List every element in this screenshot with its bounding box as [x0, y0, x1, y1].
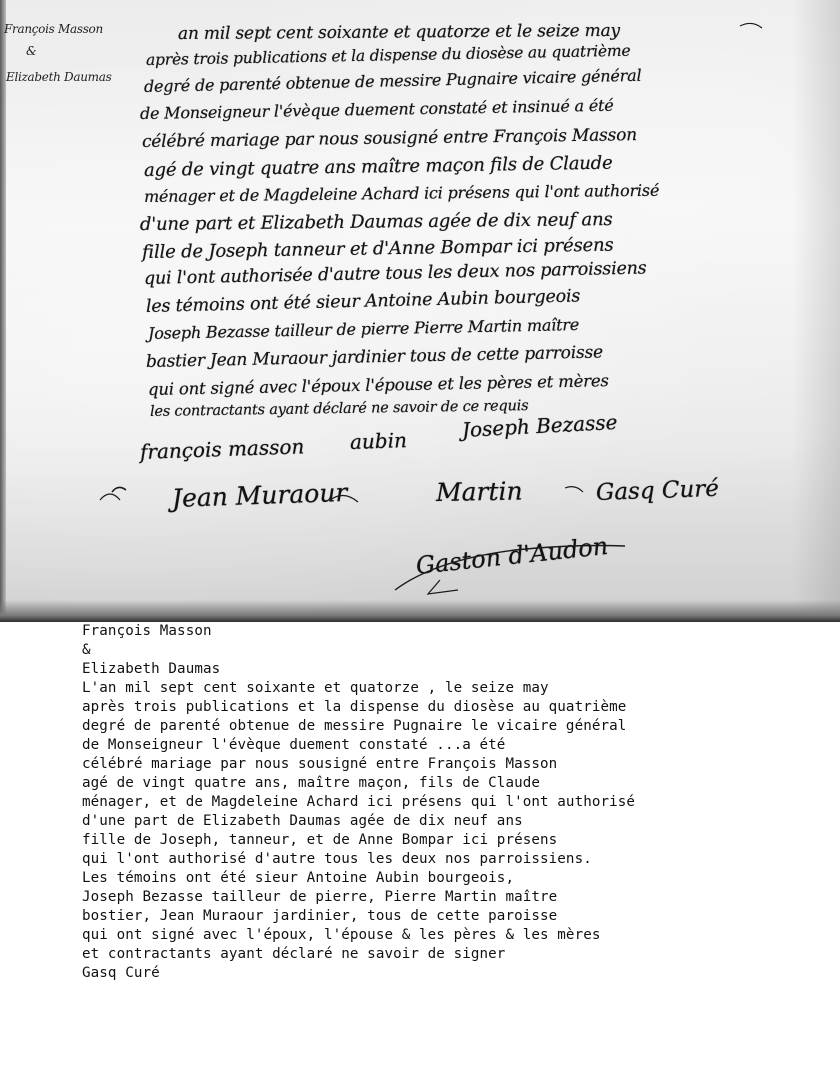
handwritten-line: qui ont signé avec l'époux l'épouse et les pères et mères	[147, 371, 609, 399]
transcription-line: François Masson	[82, 623, 212, 639]
transcription-line: et contractants ayant déclaré ne savoir de signer	[82, 946, 506, 962]
transcription-line: ménager, et de Magdeleine Achard ici présens qui l'ont authorisé	[82, 794, 636, 810]
handwritten-line: de Monseigneur l'évèque duement constaté et insinué a été	[139, 95, 614, 123]
handwritten-line: degré de parenté obtenue de messire Pugnaire vicaire général	[143, 65, 642, 96]
transcription-text	[82, 622, 822, 983]
transcription-line: bostier, Jean Muraour jardinier, tous de cette paroisse	[82, 908, 558, 924]
handwritten-line: fille de Joseph tanneur et d'Anne Bompar ici présens	[141, 234, 614, 263]
signature-martin: Martin	[435, 476, 523, 507]
margin-note-groom: François Masson	[4, 22, 103, 36]
handwritten-line: agé de vingt quatre ans maître maçon fils de Claude	[143, 152, 613, 181]
signature-aubin: aubin	[349, 428, 408, 454]
transcription-line: qui ont signé avec l'époux, l'épouse & les pères & les mères	[82, 927, 601, 943]
transcription-line: Les témoins ont été sieur Antoine Aubin bourgeois,	[82, 870, 515, 886]
handwritten-line: ménager et de Magdeleine Achard ici présens qui l'ont authorisé	[143, 180, 660, 206]
transcription-line: fille de Joseph, tanneur, et de Anne Bompar ici présens	[82, 832, 558, 848]
signature-jean-muraour: Jean Muraour	[171, 477, 348, 513]
transcription-line: d'une part de Elizabeth Daumas agée de dix neuf ans	[82, 813, 523, 829]
transcription-line: L'an mil sept cent soixante et quatorze , le seize may	[82, 680, 549, 696]
transcription-line: Elizabeth Daumas	[82, 661, 221, 677]
signature-joseph-bezasse: Joseph Bezasse	[461, 409, 618, 442]
handwritten-line: les contractants ayant déclaré ne savoir de ce requis	[149, 398, 529, 420]
transcription-line: qui l'ont authorisé d'autre tous les deux nos parroissiens.	[82, 851, 592, 867]
handwritten-line: célébré mariage par nous sousigné entre François Masson	[141, 125, 638, 152]
transcription-line: de Monseigneur l'évèque duement constaté ...a été	[82, 737, 506, 753]
handwritten-line: les témoins ont été sieur Antoine Aubin bourgeois	[145, 286, 581, 317]
signature-bottom: Gaston d'Audon	[414, 531, 610, 580]
handwritten-line: après trois publications et la dispense du diosèse au quatrième	[145, 41, 631, 69]
handwritten-line: d'une part et Elizabeth Daumas agée de dix neuf ans	[139, 209, 613, 235]
margin-note-bride: Elizabeth Daumas	[6, 70, 112, 84]
transcription-line: &	[82, 642, 91, 658]
transcription-line: Gasq Curé	[82, 965, 160, 981]
transcription-line: Joseph Bezasse tailleur de pierre, Pierre Martin maître	[82, 889, 558, 905]
handwritten-line: qui l'ont authorisée d'autre tous les deux nos parroissiens	[143, 258, 647, 289]
page-edge-bottom	[0, 600, 840, 622]
transcription-line: agé de vingt quatre ans, maître maçon, fils de Claude	[82, 775, 541, 791]
handwritten-line: an mil sept cent soixante et quatorze et le seize may	[177, 20, 620, 44]
signature-gasq-cure: Gasq Curé	[595, 475, 720, 506]
handwritten-line: bastier Jean Muraour jardinier tous de cette parroisse	[145, 342, 604, 372]
transcription-line: degré de parenté obtenue de messire Pugnaire le vicaire général	[82, 718, 627, 734]
transcription-line: après trois publications et la dispense du diosèse au quatrième	[82, 699, 627, 715]
transcription-line: célébré mariage par nous sousigné entre François Masson	[82, 756, 558, 772]
handwritten-line: Joseph Bezasse tailleur de pierre Pierre Martin maître	[147, 314, 580, 343]
margin-note-ampersand: &	[26, 44, 37, 58]
signature-francois-masson: françois masson	[139, 434, 305, 464]
